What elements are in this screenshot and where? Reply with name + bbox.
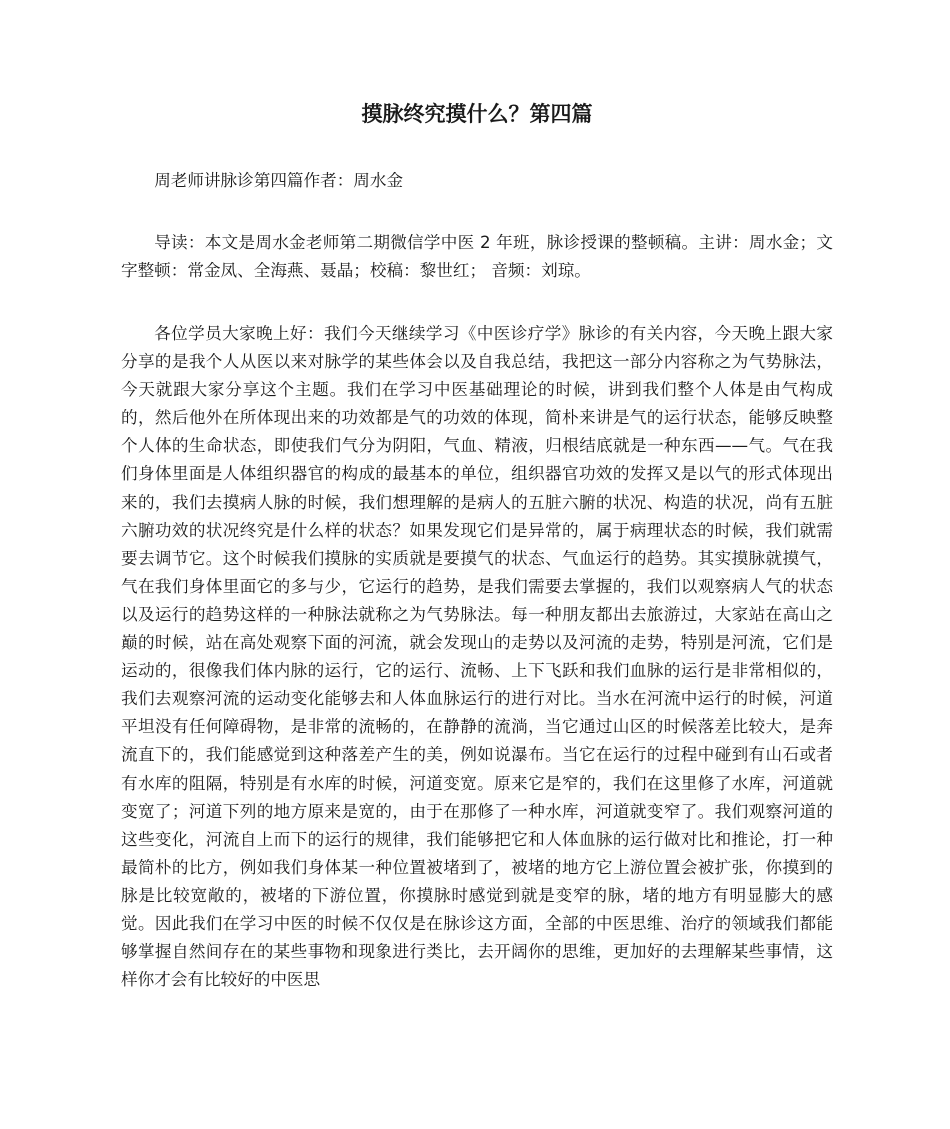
author-line: 周老师讲脉诊第四篇作者：周水金 — [154, 171, 404, 190]
intro-paragraph: 导读：本文是周水金老师第二期微信学中医 2 年班，脉诊授课的整顿稿。主讲：周水金；文字整顿：常金凤、全海燕、聂晶；校稿：黎世红； 音频：刘琼。 — [121, 233, 833, 280]
body-paragraph: 各位学员大家晚上好：我们今天继续学习《中医诊疗学》脉诊的有关内容，今天晚上跟大家分享的是我个人从医以来对脉学的某些体会以及自我总结，我把这一部分内容称之为气势脉法，今天就跟大家分享这个主题。我们在学习中医基础理论的时候，讲到我们整个人体是由气构成的，然后他外在所体现出来的功效都是气的功效的体现，简朴来讲是气的运行状态，能够反映整个人体的生命状态，即使我们气分为阴阳，气血、精液，归根结底就是一种东西——气。气在我们身体里面是人体组织器官的构成的最基本的单位，组织器官功效的发挥又是以气的形式体现出来的，我们去摸病人脉的时候，我们想理解的是病人的五脏六腑的状况、构造的状况，尚有五脏六腑功效的状况终究是什么样的状态？如果发现它们是异常的，属于病理状态的时候，我们就需要去调节它。这个时候我们摸脉的实质就是要摸气的状态、气血运行的趋势。其实摸脉就摸气，气在我们身体里面它的多与少，它运行的趋势，是我们需要去掌握的，我们以观察病人气的状态以及运行的趋势这样的一种脉法就称之为气势脉法。每一种朋友都出去旅游过，大家站在高山之巅的时候，站在高处观察下面的河流，就会发现山的走势以及河流的走势，特别是河流，它们是运动的，很像我们体内脉的运行，它的运行、流畅、上下飞跃和我们血脉的运行是非常相似的，我们去观察河流的运动变化能够去和人体血脉运行的进行对比。当水在河流中运行的时候，河道平坦没有任何障碍物，是非常的流畅的，在静静的流淌，当它通过山区的时候落差比较大，是奔流直下的，我们能感觉到这种落差产生的美，例如说瀑布。当它在运行的过程中碰到有山石或者有水库的阻隔，特别是有水库的时候，河道变宽。原来它是窄的，我们在这里修了水库，河道就变宽了；河道下列的地方原来是宽的，由于在那修了一种水库，河道就变窄了。我们观察河道的这些变化，河流自上而下的运行的规律，我们能够把它和人体血脉的运行做对比和推论，打一种最简朴的比方，例如我们身体某一种位置被堵到了，被堵的地方它上游位置会被扩张，你摸到的脉是比较宽敞的，被堵的下游位置，你摸脉时感觉到就是变窄的脉，堵的地方有明显膨大的感觉。因此我们在学习中医的时候不仅仅是在脉诊这方面，全部的中医思维、治疗的领域我们都能够掌握自然间存在的某些事物和现象进行类比，去开阔你的思维，更加好的去理解某些事情，这样你才会有比较好的中医思 — [121, 324, 833, 990]
document-title: 摸脉终究摸什么？第四篇 — [361, 102, 593, 126]
